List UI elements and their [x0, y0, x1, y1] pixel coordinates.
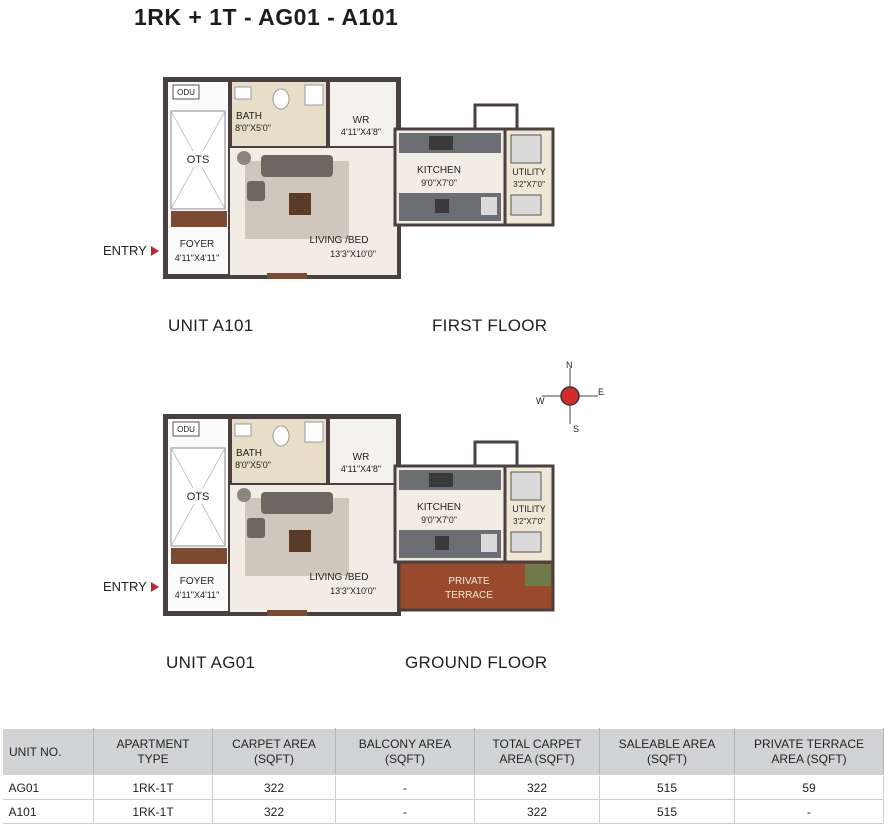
wr-size: 4'11"X4'8": [340, 464, 382, 474]
header-carpet-area: CARPET AREA (SQFT): [213, 729, 336, 776]
utility-label: UTILITY: [512, 167, 546, 177]
header-saleable-area: SALEABLE AREA (SQFT): [600, 729, 735, 776]
header-total-carpet-area: TOTAL CARPET AREA (SQFT): [475, 729, 600, 776]
compass-e: E: [598, 387, 605, 397]
cell-private-terrace-area: 59: [735, 776, 884, 800]
area-table: [2, 728, 884, 824]
cell-saleable-area: 515: [600, 800, 735, 824]
floor-label-ground: GROUND FLOOR: [405, 653, 548, 672]
kitchen-size: 9'0"X7'0": [421, 178, 457, 188]
entry-label: ENTRY: [103, 579, 147, 594]
cell-carpet-area: 322: [213, 776, 336, 800]
wr-size: 4'11"X4'8": [340, 127, 382, 137]
cell-total-carpet-area: 322: [475, 800, 600, 824]
living-label: LIVING /BED: [309, 235, 369, 246]
living-label: LIVING /BED: [309, 572, 369, 583]
foyer-label: FOYER: [179, 239, 215, 250]
compass-s: S: [573, 424, 580, 434]
cell-private-terrace-area: -: [735, 800, 884, 824]
header-apartment-type: APARTMENT TYPE: [94, 729, 213, 776]
entry-arrow-icon: [151, 246, 159, 256]
header-balcony-area: BALCONY AREA (SQFT): [336, 729, 475, 776]
entry-label: ENTRY: [103, 243, 147, 258]
terrace-label-1: PRIVATE: [448, 576, 490, 587]
entry-marker-first: [103, 243, 159, 258]
bath-label: BATH: [236, 111, 262, 122]
odu-label: ODU: [177, 88, 195, 97]
bath-size: 8'0"X5'0": [235, 460, 271, 470]
header-unit-no: UNIT NO.: [3, 729, 94, 776]
compass-w: W: [536, 396, 545, 406]
cell-balcony-area: -: [336, 800, 475, 824]
foyer-label: FOYER: [179, 576, 215, 587]
cell-carpet-area: 322: [213, 800, 336, 824]
cell-apartment-type: 1RK-1T: [94, 776, 213, 800]
living-size: 13'3"X10'0": [330, 249, 376, 259]
entry-arrow-icon: [151, 582, 159, 592]
utility-size: 3'2"X7'0": [513, 180, 545, 189]
bath-size: 8'0"X5'0": [235, 123, 271, 133]
floor-label-first: FIRST FLOOR: [432, 316, 548, 335]
foyer-size: 4'11"X4'11": [174, 253, 220, 263]
ots-label: OTS: [186, 154, 210, 166]
cell-unit-no: AG01: [3, 776, 94, 800]
odu-label: ODU: [177, 425, 195, 434]
foyer-size: 4'11"X4'11": [174, 590, 220, 600]
cell-total-carpet-area: 322: [475, 776, 600, 800]
page-title: 1RK + 1T - AG01 - A101: [134, 4, 399, 30]
bath-label: BATH: [236, 448, 262, 459]
compass-n: N: [566, 360, 573, 370]
header-private-terrace-area: PRIVATE TERRACE AREA (SQFT): [735, 729, 884, 776]
unit-label-ground: UNIT AG01: [166, 653, 256, 672]
cell-apartment-type: 1RK-1T: [94, 800, 213, 824]
utility-size: 3'2"X7'0": [513, 517, 545, 526]
table-row: [3, 776, 884, 800]
living-size: 13'3"X10'0": [330, 586, 376, 596]
cell-saleable-area: 515: [600, 776, 735, 800]
table-row: [3, 800, 884, 824]
kitchen-label: KITCHEN: [417, 502, 461, 513]
floor-plan-ground: [163, 414, 558, 624]
cell-unit-no: A101: [3, 800, 94, 824]
unit-label-first: UNIT A101: [168, 316, 254, 335]
cell-balcony-area: -: [336, 776, 475, 800]
terrace-label-2: TERRACE: [445, 590, 493, 601]
wr-label: WR: [352, 452, 370, 463]
ots-label: OTS: [186, 491, 210, 503]
utility-label: UTILITY: [512, 504, 546, 514]
entry-marker-ground: [103, 579, 159, 594]
table-header-row: [3, 729, 884, 776]
kitchen-size: 9'0"X7'0": [421, 515, 457, 525]
floor-plan-first: [163, 77, 558, 287]
wr-label: WR: [352, 115, 370, 126]
kitchen-label: KITCHEN: [417, 165, 461, 176]
